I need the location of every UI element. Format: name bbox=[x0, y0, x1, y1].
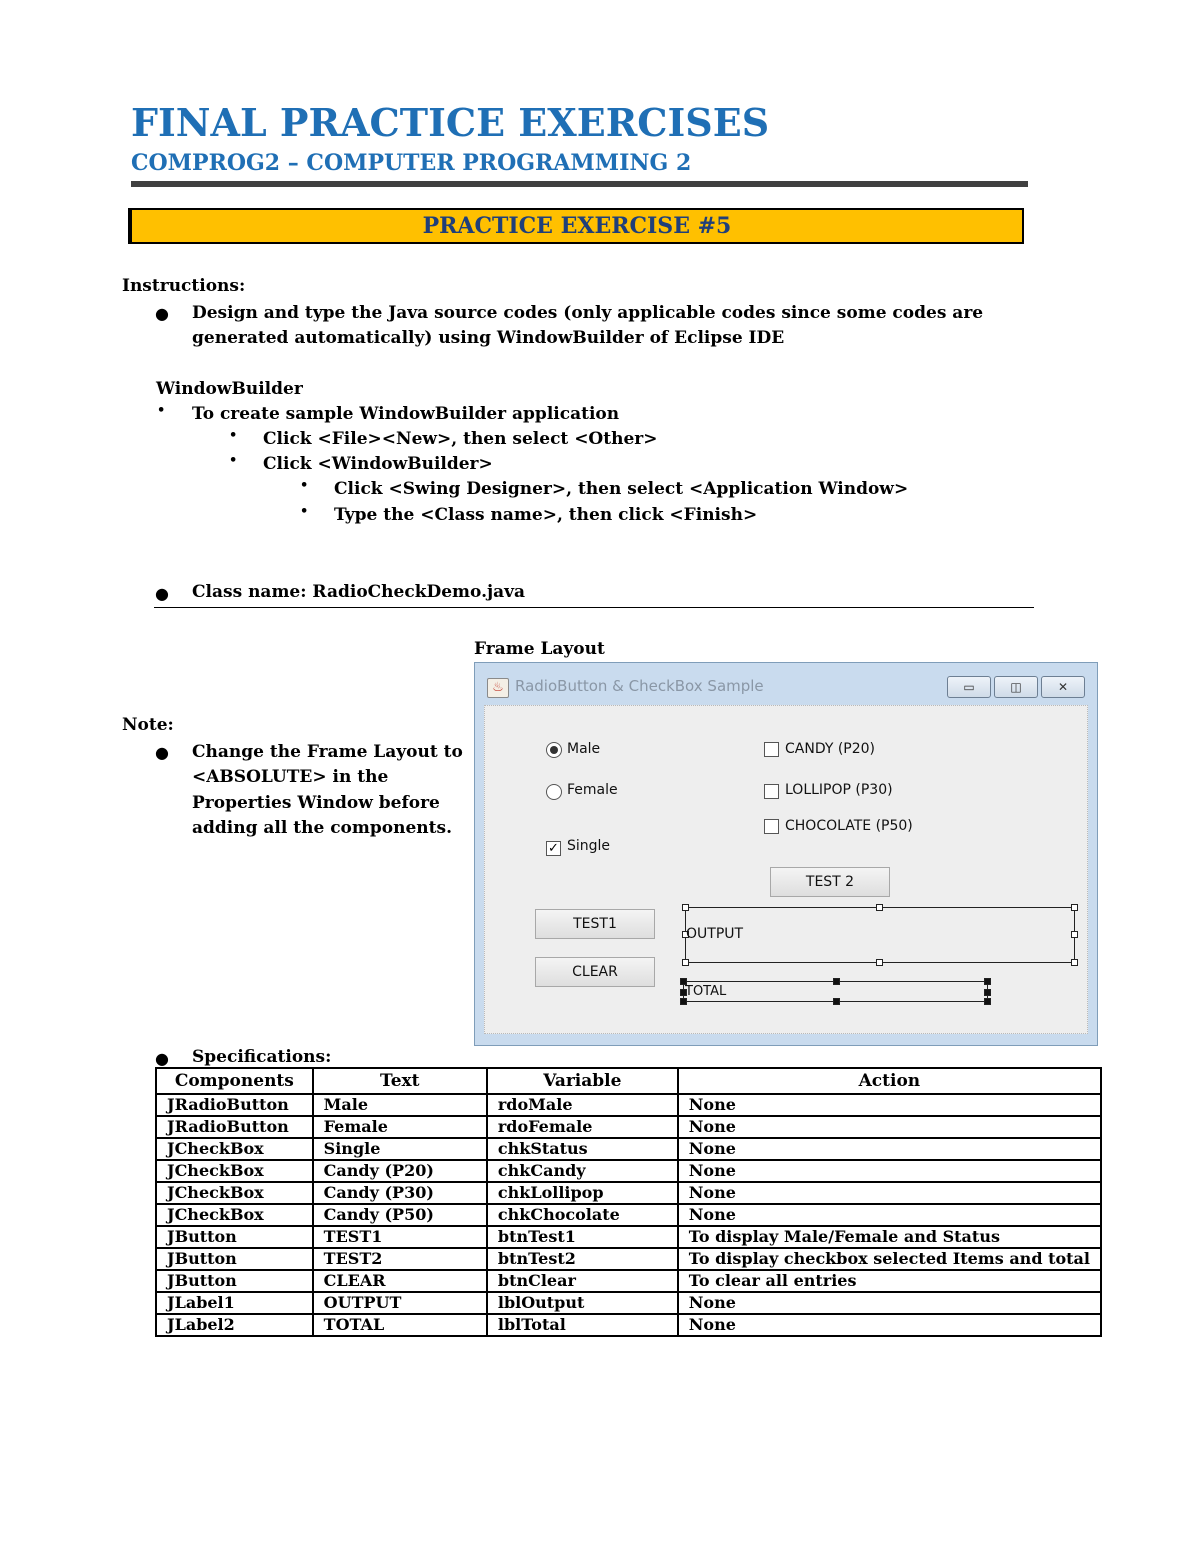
windowbuilder-item-1-1: Click <File><New>, then select <Other> bbox=[263, 429, 658, 449]
java-icon: ♨ bbox=[487, 678, 509, 698]
resize-handle[interactable] bbox=[876, 904, 883, 911]
cell-component: JCheckBox bbox=[156, 1182, 313, 1204]
cell-text: Male bbox=[313, 1094, 487, 1116]
table-row bbox=[156, 1160, 1101, 1182]
exercise-banner bbox=[128, 208, 1024, 244]
cell-text: TOTAL bbox=[313, 1314, 487, 1336]
cell-text: Single bbox=[313, 1138, 487, 1160]
table-row bbox=[156, 1138, 1101, 1160]
frame-layout-label: Frame Layout bbox=[474, 639, 605, 659]
cell-component: JButton bbox=[156, 1248, 313, 1270]
cell-action: None bbox=[678, 1314, 1101, 1336]
cell-text: Candy (P20) bbox=[313, 1160, 487, 1182]
bullet-icon: ● bbox=[155, 584, 169, 603]
windowbuilder-item-1-2-2: Type the <Class name>, then click <Finish> bbox=[334, 505, 758, 525]
bullet-icon: • bbox=[300, 504, 309, 519]
table-row bbox=[156, 1248, 1101, 1270]
cell-action: None bbox=[678, 1116, 1101, 1138]
exercise-banner-label: PRACTICE EXERCISE #5 bbox=[422, 213, 732, 239]
table-row bbox=[156, 1314, 1101, 1336]
section-divider bbox=[154, 607, 1034, 608]
note-heading: Note: bbox=[122, 715, 174, 735]
cell-action: None bbox=[678, 1204, 1101, 1226]
windowbuilder-item-1-2-1: Click <Swing Designer>, then select <Application Window> bbox=[334, 479, 909, 499]
cell-text: OUTPUT bbox=[313, 1292, 487, 1314]
cell-variable: btnTest2 bbox=[487, 1248, 678, 1270]
cell-action: To display Male/Female and Status bbox=[678, 1226, 1101, 1248]
clear-button[interactable]: CLEAR bbox=[535, 957, 655, 987]
instructions-line-1: Design and type the Java source codes (only applicable codes since some codes are bbox=[192, 303, 984, 323]
instructions-line-2: generated automatically) using WindowBuilder of Eclipse IDE bbox=[192, 328, 785, 348]
table-row bbox=[156, 1204, 1101, 1226]
table-row bbox=[156, 1116, 1101, 1138]
lollipop-checkbox-label: LOLLIPOP (P30) bbox=[785, 782, 893, 798]
female-radio[interactable] bbox=[546, 784, 562, 800]
total-label-box[interactable] bbox=[683, 981, 988, 1002]
note-line-1: Change the Frame Layout to bbox=[192, 742, 463, 762]
candy-checkbox[interactable] bbox=[764, 742, 779, 757]
window-title: RadioButton & CheckBox Sample bbox=[515, 677, 764, 695]
cell-component: JCheckBox bbox=[156, 1160, 313, 1182]
windowbuilder-item-1: To create sample WindowBuilder application bbox=[192, 404, 620, 424]
cell-action: None bbox=[678, 1138, 1101, 1160]
course-subtitle: COMPROG2 – COMPUTER PROGRAMMING 2 bbox=[131, 150, 692, 176]
cell-action: None bbox=[678, 1160, 1101, 1182]
column-header-components: Components bbox=[156, 1068, 313, 1094]
cell-variable: chkStatus bbox=[487, 1138, 678, 1160]
cell-component: JRadioButton bbox=[156, 1094, 313, 1116]
total-label-text: TOTAL bbox=[685, 984, 727, 999]
cell-component: JCheckBox bbox=[156, 1138, 313, 1160]
page-title: FINAL PRACTICE EXERCISES bbox=[131, 100, 770, 145]
resize-handle[interactable] bbox=[1071, 959, 1078, 966]
cell-component: JLabel2 bbox=[156, 1314, 313, 1336]
table-row bbox=[156, 1182, 1101, 1204]
test2-button[interactable]: TEST 2 bbox=[770, 867, 890, 897]
maximize-button[interactable]: ◫ bbox=[994, 676, 1038, 698]
bullet-icon: • bbox=[229, 453, 238, 468]
bullet-icon: ● bbox=[155, 304, 169, 323]
resize-handle[interactable] bbox=[984, 989, 991, 996]
windowbuilder-heading: WindowBuilder bbox=[156, 379, 303, 399]
column-header-action: Action bbox=[678, 1068, 1101, 1094]
cell-component: JCheckBox bbox=[156, 1204, 313, 1226]
minimize-button[interactable]: ▭ bbox=[947, 676, 991, 698]
cell-component: JButton bbox=[156, 1270, 313, 1292]
cell-variable: chkCandy bbox=[487, 1160, 678, 1182]
resize-handle[interactable] bbox=[833, 978, 840, 985]
table-row bbox=[156, 1094, 1101, 1116]
class-name: Class name: RadioCheckDemo.java bbox=[192, 582, 526, 602]
cell-text: Candy (P50) bbox=[313, 1204, 487, 1226]
cell-text: TEST2 bbox=[313, 1248, 487, 1270]
single-checkbox-label: Single bbox=[567, 838, 611, 854]
chocolate-checkbox-label: CHOCOLATE (P50) bbox=[785, 818, 913, 834]
test1-button[interactable]: TEST1 bbox=[535, 909, 655, 939]
instructions-heading: Instructions: bbox=[122, 276, 246, 296]
output-label-box[interactable] bbox=[685, 907, 1075, 963]
cell-text: Candy (P30) bbox=[313, 1182, 487, 1204]
candy-checkbox-label: CANDY (P20) bbox=[785, 741, 876, 757]
cell-variable: btnClear bbox=[487, 1270, 678, 1292]
cell-text: CLEAR bbox=[313, 1270, 487, 1292]
specifications-table bbox=[155, 1067, 1102, 1337]
close-button[interactable]: ✕ bbox=[1041, 676, 1085, 698]
bullet-icon: • bbox=[229, 428, 238, 443]
specifications-heading: Specifications: bbox=[192, 1047, 332, 1067]
cell-action: To clear all entries bbox=[678, 1270, 1101, 1292]
bullet-icon: ● bbox=[155, 1049, 169, 1068]
resize-handle[interactable] bbox=[876, 959, 883, 966]
cell-variable: chkChocolate bbox=[487, 1204, 678, 1226]
resize-handle[interactable] bbox=[680, 998, 687, 1005]
cell-component: JRadioButton bbox=[156, 1116, 313, 1138]
cell-variable: lblOutput bbox=[487, 1292, 678, 1314]
bullet-icon: • bbox=[300, 478, 309, 493]
cell-text: Female bbox=[313, 1116, 487, 1138]
column-header-variable: Variable bbox=[487, 1068, 678, 1094]
resize-handle[interactable] bbox=[984, 978, 991, 985]
cell-variable: lblTotal bbox=[487, 1314, 678, 1336]
cell-action: To display checkbox selected Items and total bbox=[678, 1248, 1101, 1270]
resize-handle[interactable] bbox=[1071, 931, 1078, 938]
resize-handle[interactable] bbox=[833, 998, 840, 1005]
cell-action: None bbox=[678, 1292, 1101, 1314]
header-divider bbox=[131, 181, 1028, 187]
note-line-3: Properties Window before bbox=[192, 793, 440, 813]
cell-action: None bbox=[678, 1182, 1101, 1204]
bullet-icon: • bbox=[157, 403, 166, 418]
table-row bbox=[156, 1270, 1101, 1292]
resize-handle[interactable] bbox=[1071, 904, 1078, 911]
cell-variable: rdoFemale bbox=[487, 1116, 678, 1138]
chocolate-checkbox[interactable] bbox=[764, 819, 779, 834]
resize-handle[interactable] bbox=[682, 959, 689, 966]
cell-variable: rdoMale bbox=[487, 1094, 678, 1116]
table-row bbox=[156, 1292, 1101, 1314]
cell-variable: btnTest1 bbox=[487, 1226, 678, 1248]
table-header-row bbox=[156, 1068, 1101, 1094]
note-line-2: <ABSOLUTE> in the bbox=[192, 767, 389, 787]
cell-component: JButton bbox=[156, 1226, 313, 1248]
cell-variable: chkLollipop bbox=[487, 1182, 678, 1204]
resize-handle[interactable] bbox=[984, 998, 991, 1005]
radio-selected-dot bbox=[550, 746, 558, 754]
resize-handle[interactable] bbox=[682, 904, 689, 911]
single-checkbox[interactable]: ✓ bbox=[546, 841, 561, 856]
table-row bbox=[156, 1226, 1101, 1248]
cell-component: JLabel1 bbox=[156, 1292, 313, 1314]
cell-action: None bbox=[678, 1094, 1101, 1116]
windowbuilder-item-1-2: Click <WindowBuilder> bbox=[263, 454, 493, 474]
lollipop-checkbox[interactable] bbox=[764, 784, 779, 799]
male-radio-label: Male bbox=[567, 741, 601, 757]
column-header-text: Text bbox=[313, 1068, 487, 1094]
bullet-icon: ● bbox=[155, 743, 169, 762]
cell-text: TEST1 bbox=[313, 1226, 487, 1248]
female-radio-label: Female bbox=[567, 782, 618, 798]
note-line-4: adding all the components. bbox=[192, 818, 452, 838]
male-radio[interactable] bbox=[546, 742, 562, 758]
output-label-text: OUTPUT bbox=[686, 926, 744, 942]
